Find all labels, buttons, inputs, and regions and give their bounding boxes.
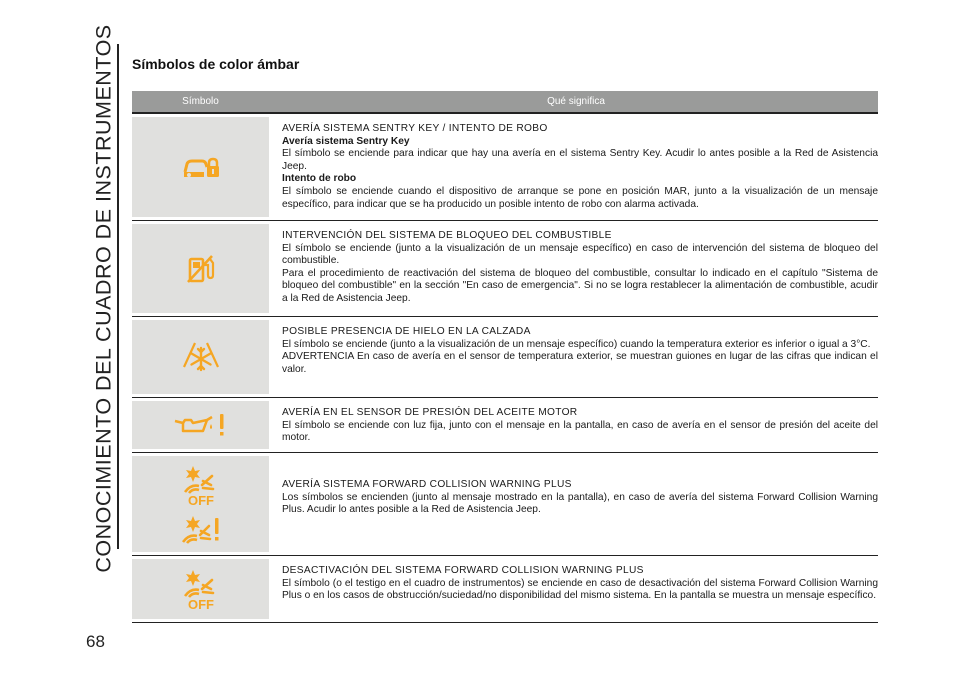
row-text: El símbolo se enciende cuando el dispositivo de arranque se pone en posición MAR, junto a la visualización de un mensaje específico, para indicar que se ha producido un posible intento de robo con alarma activada. [282,185,878,210]
oil-pressure-icon [173,412,229,438]
row-text: El símbolo se enciende (junto a la visualización de un mensaje específico) cuando la temperatura exterior es inferior o igual a 3°C. [282,338,871,350]
meaning-cell [269,398,878,452]
fcw-warning-icon [179,514,223,544]
ice-warning-icon [178,339,224,375]
table-row [132,453,878,556]
header-symbol: Símbolo [182,96,219,107]
symbol-cell [132,117,269,217]
fuel-cutoff-icon [186,253,216,285]
header-meaning: Qué significa [547,96,605,107]
row-subheading: Avería sistema Sentry Key [282,135,410,147]
page-number: 68 [86,632,105,651]
row-heading: DESACTIVACIÓN DEL SISTEMA FORWARD COLLISION WARNING PLUS [282,565,644,576]
fcw-off-icon [179,568,223,610]
symbol-cell [132,224,269,313]
row-heading: INTERVENCIÓN DEL SISTEMA DE BLOQUEO DEL COMBUSTIBLE [282,230,612,241]
row-text: Para el procedimiento de reactivación del sistema de bloqueo del combustible, consultar lo indicado en el capítulo "Sistema de bloqueo del combustible" en la sección "En caso de emergencia". Si no se logra restablecer la alimentación de combustible, acudir a la Red de Asistencia Jeep. [282,267,878,304]
row-text: Los símbolos se encienden (junto al mensaje mostrado en la pantalla), en caso de avería del sistema Forward Collision Warning Plus. Acudir lo antes posible a la Red de Asistencia Jeep. [282,491,878,516]
meaning-cell [269,221,878,316]
symbol-cell [132,320,269,394]
row-text: El símbolo (o el testigo en el cuadro de instrumentos) se enciende en caso de desactivación del sistema Forward Collision Warning Plus o en los casos de obstrucción/suciedad/no disponibilidad del mismo sistema. En la pantalla se muestra un mensaje específico. [282,577,878,602]
row-text: El símbolo se enciende (junto a la visualización de un mensaje específico) en caso de intervención del sistema de bloqueo del combustible. [282,242,878,267]
symbols-table [132,91,878,623]
row-heading: POSIBLE PRESENCIA DE HIELO EN LA CALZADA [282,326,531,337]
table-row [132,398,878,453]
meaning-cell [269,453,878,555]
table-row [132,317,878,398]
svg-text:OFF: OFF [187,493,214,506]
symbol-cell [132,456,269,552]
row-heading: AVERÍA EN EL SENSOR DE PRESIÓN DEL ACEITE MOTOR [282,407,578,418]
table-header [132,91,878,112]
chapter-title-text: CONOCIMIENTO DEL CUADRO DE INSTRUMENTOS [91,23,116,573]
meaning-cell [269,556,878,622]
row-heading: AVERÍA SISTEMA FORWARD COLLISION WARNING PLUS [282,479,572,490]
meaning-cell [269,114,878,220]
svg-text:OFF: OFF [187,597,214,610]
symbol-cell [132,401,269,449]
row-subheading: Intento de robo [282,173,357,185]
fcw-off-icon [179,464,223,506]
row-heading: AVERÍA SISTEMA SENTRY KEY / INTENTO DE ROBO [282,123,548,134]
symbol-cell [132,559,269,619]
meaning-cell [269,317,878,397]
section-title: Símbolos de color ámbar [132,56,300,72]
table-row [132,556,878,623]
lock-car-icon [182,154,220,180]
row-text: El símbolo se enciende para indicar que hay una avería en el sistema Sentry Key. Acudir lo antes posible a la Red de Asistencia Jeep. [282,148,878,172]
row-text: ADVERTENCIA En caso de avería en el sensor de temperatura exterior, se muestran guiones en lugar de las cifras que indican el valor. [282,351,878,375]
chapter-divider [117,44,119,549]
table-row [132,221,878,317]
row-text: El símbolo se enciende con luz fija, junto con el mensaje en la pantalla, en caso de avería en el sensor de presión del aceite del motor. [282,419,878,444]
table-row [132,114,878,221]
